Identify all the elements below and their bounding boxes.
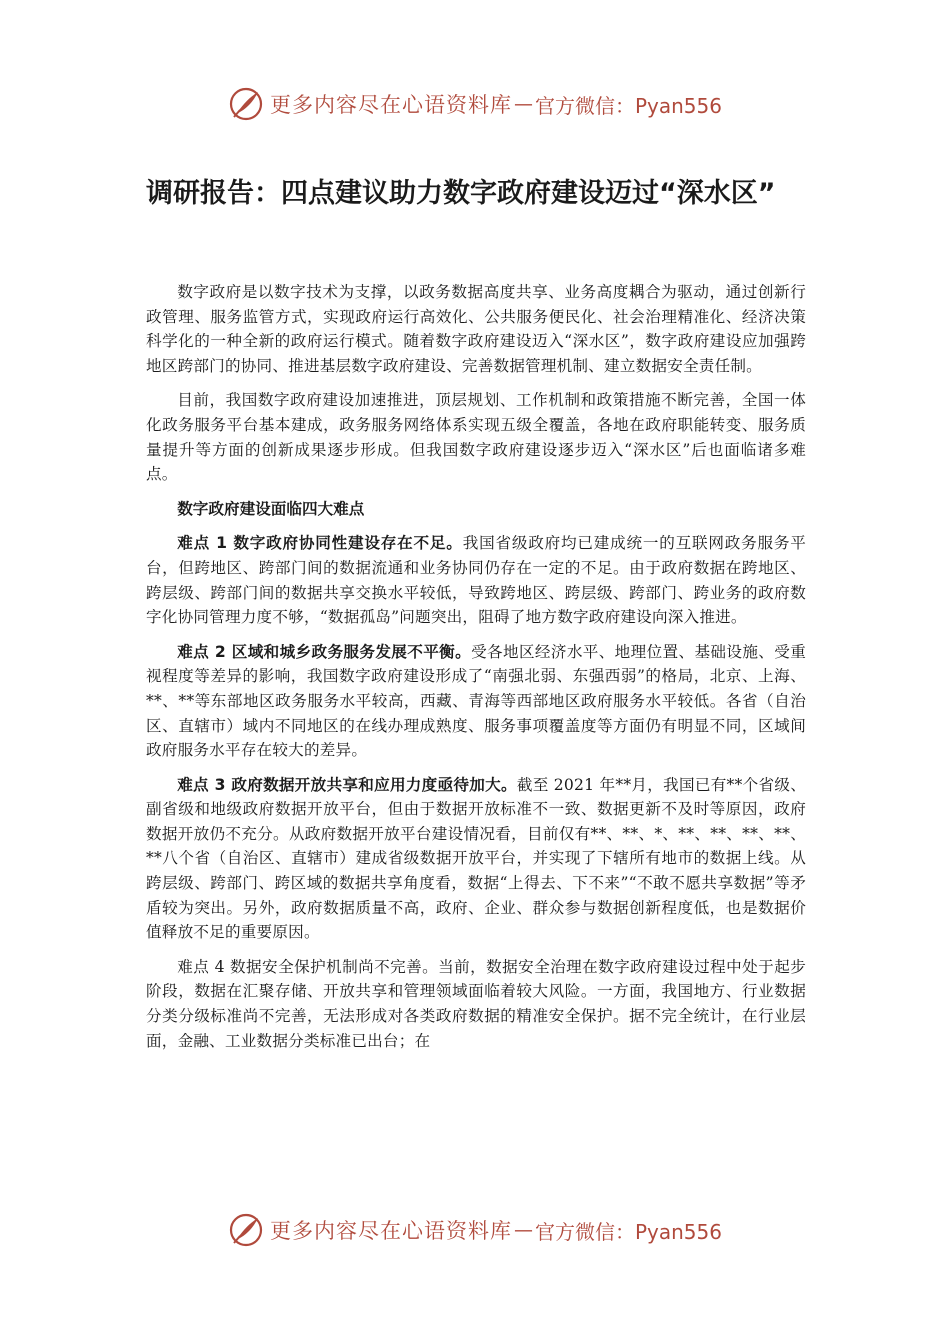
difficulty-1-body: 我国省级政府均已建成统一的互联网政务服务平台，但跨地区、跨部门间的数据流通和业务协同仍存在一定的不足。由于政府数据在跨地区、跨层级、跨部门间的数据共享交换水平较低，导致跨地区、跨层级、跨部门、跨业务的政府数字化协同管理力度不够，“数据孤岛”问题突出，阻碍了地方数字政府建设向深入推进。 bbox=[146, 534, 807, 627]
header-banner bbox=[0, 84, 950, 124]
banner-slogan: 更多内容尽在心语资料库 bbox=[269, 1219, 512, 1243]
banner-separator: — bbox=[513, 93, 533, 115]
paragraph-difficulty-4: 难点 4 数据安全保护机制尚不完善。当前，数据安全治理在数字政府建设过程中处于起步阶段，数据在汇聚存储、开放共享和管理领域面临着较大风险。一方面，我国地方、行业数据分类分级标准尚不完善，无法形成对各类政府数据的精准安全保护。据不完全统计，在行业层面，金融、工业数据分类标准已出台；在 bbox=[146, 957, 806, 1050]
difficulty-2-body: 受各地区经济水平、地理位置、基础设施、受重视程度等差异的影响，我国数字政府建设形成了“南强北弱、东强西弱”的格局，北京、上海、**、**等东部地区政务服务水平较高，西藏、青海等西部地区政府服务水平较低。各省（自治区、直辖市）域内不同地区的在线办理成熟度、服务事项覆盖度等方面仍有明显不同，区域间政府服务水平存在较大的差异。 bbox=[146, 642, 806, 760]
paragraph-current: 目前，我国数字政府建设加速推进，顶层规划、工作机制和政策措施不断完善，全国一体化政务服务平台基本建成，政务服务网络体系实现五级全覆盖，各地在政府职能转变、服务质量提升等方面的创新成果逐步形成。但我国数字政府建设逐步迈入“深水区”后也面临诸多难点。 bbox=[146, 391, 806, 484]
quill-pen-icon bbox=[228, 86, 264, 122]
banner-slogan: 更多内容尽在心语资料库 bbox=[269, 93, 512, 117]
banner-wechat: 官方微信：Pyan556 bbox=[534, 93, 722, 118]
quill-pen-icon bbox=[228, 1212, 264, 1248]
page-title: 调研报告：四点建议助力数字政府建设迈过“深水区” bbox=[146, 178, 776, 209]
paragraph-intro: 数字政府是以数字技术为支撑，以政务数据高度共享、业务高度耦合为驱动，通过创新行政管理、服务监管方式，实现政府运行高效化、公共服务便民化、社会治理精准化、经济决策科学化的一种全新的政府运行模式。随着数字政府建设迈入“深水区”，数字政府建设应加强跨地区跨部门的协同、推进基层数字政府建设、完善数据管理机制、建立数据安全责任制。 bbox=[146, 283, 806, 375]
paragraph-difficulty-2 bbox=[146, 640, 806, 763]
difficulty-3-body: 截至 2021 年**月，我国已有**个省级、副省级和地级政府数据开放平台，但由于数据开放标准不一致、数据更新不及时等原因，政府数据开放仍不充分。从政府数据开放平台建设情况看，目前仅有**、**、*、**、**、**、**、**八个省（自治区、直辖市）建成省级数据开放平台，并实现了下辖所有地市的数据上线。从跨层级、跨部门、跨区域的数据共享角度看，数据“上得去、下不来”“不敢不愿共享数据”等矛盾较为突出。另外，政府数据质量不高，政府、企业、群众参与数据创新程度低，也是数据价值释放不足的重要原因。 bbox=[146, 775, 806, 942]
paragraph-difficulty-3 bbox=[146, 773, 806, 945]
difficulty-2-lead: 难点 2 区域和城乡政务服务发展不平衡。 bbox=[177, 642, 472, 661]
difficulty-3-lead: 难点 3 政府数据开放共享和应用力度亟待加大。 bbox=[177, 775, 517, 794]
banner-wechat: 官方微信：Pyan556 bbox=[534, 1219, 722, 1244]
paragraph-difficulty-1 bbox=[146, 531, 806, 629]
section-heading: 数字政府建设面临四大难点 bbox=[177, 499, 365, 518]
banner-separator: — bbox=[513, 1219, 533, 1241]
footer-banner bbox=[0, 1210, 950, 1250]
difficulty-1-lead: 难点 1 数字政府协同性建设存在不足。 bbox=[177, 534, 463, 553]
article-body bbox=[146, 280, 806, 1063]
